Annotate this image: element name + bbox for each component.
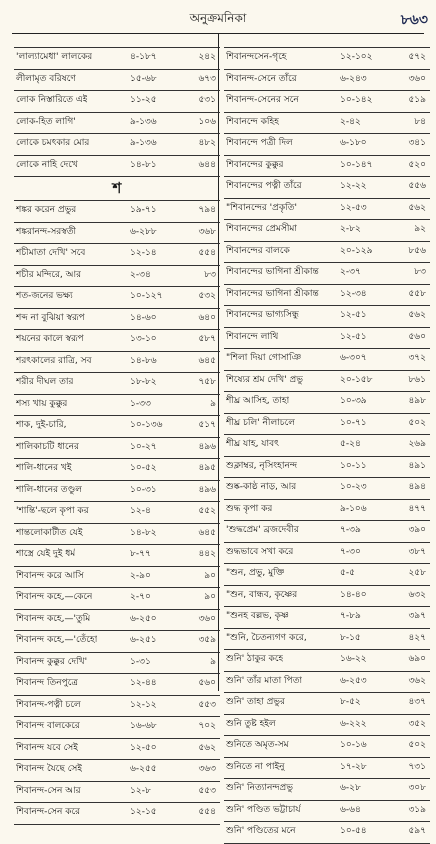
entry-text: শিবানন্দে পত্রী দিল: [226, 138, 293, 148]
index-entry: [14, 243, 220, 266]
entry-reference: ১-৩৩: [130, 398, 151, 409]
index-entry: [224, 778, 430, 801]
entry-reference: ৬-২২২: [340, 718, 367, 729]
index-entry: [14, 351, 220, 374]
entry-page: ৫৭২: [408, 52, 426, 62]
index-entry: [14, 458, 220, 481]
index-entry: [224, 370, 430, 393]
entry-reference: ৬-২৫১: [130, 635, 157, 645]
index-entry: [224, 671, 430, 694]
entry-reference: ১৪-৪০: [340, 589, 367, 600]
index-entry: [14, 265, 220, 288]
entry-reference: ১৬-২২: [340, 654, 367, 664]
entry-page: ৪৯১: [408, 460, 426, 471]
entry-page: ৫৩২: [198, 291, 216, 301]
index-entry: [14, 673, 220, 696]
entry-text: শুনি' পণ্ডিত ভট্টাচার্য: [226, 804, 301, 815]
entry-text: লোকে নাহি দেখে: [16, 159, 78, 170]
entry-page: ৮৩: [414, 267, 426, 277]
entry-page: ১০৬: [198, 116, 216, 127]
index-entry: [224, 155, 430, 178]
entry-text: শিষ্যের শ্রম দেখি' প্রভু: [226, 374, 303, 385]
entry-page: ৩০৮: [408, 783, 426, 793]
entry-reference: ৫-২৪: [340, 439, 361, 449]
entry-text: "শুনি, চৈতন্যগণ করে,: [226, 632, 307, 643]
entry-reference: ১৮-৮২: [130, 377, 157, 387]
entry-page: ৩৮৭: [408, 546, 426, 557]
index-entry: [224, 692, 430, 715]
entry-page: ৮৪: [414, 116, 426, 127]
entry-text: শুদ্ধভাবে সখা করে: [226, 546, 294, 557]
entry-reference: ১২-৩৪: [340, 288, 367, 299]
entry-reference: ১২-১৫: [130, 807, 157, 817]
entry-page: ৬৯০: [408, 654, 426, 664]
entry-text: শীঘ্র যাহ, যাবৎ: [226, 439, 279, 449]
entry-reference: ১০-২৩: [340, 482, 367, 492]
index-entry: [224, 219, 430, 242]
entry-page: ৪৯৪: [408, 482, 426, 492]
index-entry: [14, 609, 220, 632]
index-entry: [224, 714, 430, 737]
index-entry: [224, 69, 430, 92]
entry-page: ৫৮৭: [198, 334, 216, 344]
entry-page: ৫১৭: [198, 420, 216, 430]
index-entry: [224, 456, 430, 479]
entry-page: ২৪২: [198, 52, 216, 62]
index-entry: [224, 413, 430, 436]
entry-page: ৫১৯: [408, 95, 426, 105]
entry-text: শিবানন্দ বালকেরে: [16, 721, 80, 731]
index-entry: [14, 759, 220, 782]
entry-page: ৪৮২: [198, 138, 216, 148]
index-entry: [224, 198, 430, 221]
entry-page: ২৬৯: [408, 439, 426, 449]
section-letter: শ: [112, 179, 122, 197]
index-entry: [224, 563, 430, 586]
index-entry: [14, 523, 220, 546]
index-entry: [14, 501, 220, 524]
entry-reference: ১২-৪৪: [130, 678, 157, 688]
index-entry: [14, 566, 220, 589]
entry-text: শিবানন্দের কুক্কুর: [226, 159, 284, 170]
entry-page: ৩৪১: [408, 138, 426, 148]
entry-text: শালিকাচটি ধানের: [16, 441, 79, 452]
entry-page: ৩৬৮: [198, 226, 216, 237]
index-entry: [224, 112, 430, 135]
entry-reference: ৮-৫২: [340, 697, 361, 707]
entry-text: শাস্ত্রে যেই দুই ধর্ম: [16, 549, 76, 559]
entry-page: ৮৫৬: [408, 245, 426, 256]
entry-reference: ১৭-২৮: [340, 761, 367, 772]
entry-reference: ১০-১১: [340, 460, 367, 471]
entry-reference: ১৪-৮২: [130, 527, 157, 538]
entry-page: ৬৪০: [198, 312, 216, 323]
index-entry: [224, 520, 430, 543]
entry-reference: ৬-৬৪: [340, 804, 361, 815]
entry-text: শুনি' নিত্যানন্দপ্রভু: [226, 783, 293, 793]
index-entry: [14, 69, 220, 92]
entry-reference: ৬-২৮: [340, 783, 361, 793]
entry-text: শালি-ধানের তণ্ডুল: [16, 484, 83, 495]
index-entry: [14, 802, 220, 825]
index-entry: [14, 372, 220, 395]
entry-reference: ১২-১২: [130, 699, 157, 710]
entry-text: শাক, দুই-চারি,: [16, 420, 67, 430]
entry-page: ৬৪৪: [198, 159, 216, 170]
index-entry: [224, 735, 430, 758]
entry-reference: ১৩-১০: [130, 334, 157, 344]
index-entry: [14, 738, 220, 761]
entry-reference: ২০-১২৯: [340, 245, 373, 256]
index-entry: [14, 781, 220, 804]
entry-page: ৩৯০: [408, 525, 426, 535]
index-entry: [14, 200, 220, 223]
entry-reference: ১০-৩১: [130, 484, 157, 495]
entry-reference: ২-৪২: [340, 116, 361, 127]
entry-page: ৭৯৪: [198, 205, 216, 215]
entry-reference: ২-৯০: [130, 570, 151, 581]
entry-reference: ১৪-৬০: [130, 312, 157, 323]
entry-page: ৪৭৭: [408, 503, 426, 514]
entry-page: ৯০: [204, 592, 216, 602]
entry-page: ৫৫৪: [198, 807, 216, 817]
entry-reference: ১০-২৭: [130, 441, 157, 452]
entry-reference: ৯-১০৬: [340, 503, 367, 514]
index-entry: [224, 499, 430, 522]
entry-page: ৬৪৫: [198, 355, 216, 366]
page-number: ৮৬৩: [400, 12, 428, 28]
entry-text: শিবানন্দের ভাগিনা শ্রীকান্ত: [226, 267, 319, 277]
index-entry: [224, 391, 430, 414]
index-entry: [14, 480, 220, 503]
entry-reference: ১০-৫৪: [340, 826, 367, 836]
entry-text: শঙ্কর করেন প্রভুর: [16, 205, 77, 215]
entry-page: ৫৬২: [408, 310, 426, 320]
index-entry: [14, 155, 220, 178]
entry-text: শিবানন্দসেন-গৃহে: [226, 52, 287, 62]
entry-text: শুনি' পণ্ডিতের মনে: [226, 826, 296, 836]
index-entry: [224, 241, 430, 264]
entry-reference: ৬-২৪৩: [340, 73, 367, 84]
entry-reference: ৯-১৩৬: [130, 138, 157, 148]
entry-page: ৫৫৪: [198, 248, 216, 258]
entry-page: ৫৬২: [198, 742, 216, 753]
entry-text: শুনি' তাহা প্রভুর: [226, 697, 285, 707]
entry-reference: ৬-৩০৭: [340, 353, 367, 363]
entry-text: 'শান্তি'-ছলে কৃপা কর: [16, 506, 89, 516]
index-entry: [224, 262, 430, 285]
entry-reference: ১৫-৬৮: [130, 73, 157, 84]
right-column: [224, 47, 430, 843]
entry-text: শিবানন্দে কহিহ: [226, 116, 279, 127]
entry-text: লোক নিস্তারিতে এই: [16, 95, 88, 105]
entry-page: ৬৪৫: [198, 527, 216, 538]
index-entry: [224, 284, 430, 307]
entry-page: ৫৫৮: [408, 288, 426, 299]
entry-page: ৫০২: [408, 417, 426, 428]
entry-text: শরৎকালের রাত্রি, সব: [16, 355, 92, 366]
entry-page: ৩৫৯: [198, 635, 216, 645]
entry-text: শঙ্করানন্দ-সরস্বতী: [16, 226, 77, 237]
entry-text: শিবানন্দ-পত্নী চলে: [16, 699, 81, 710]
entry-text: লোক-হিত লাগি': [16, 116, 76, 127]
entry-page: ৩৬০: [408, 73, 426, 84]
entry-text: 'লাল্যামেধা' লালকের: [16, 52, 93, 62]
entry-text: শিবানন্দ-সেনে তাঁরে: [226, 73, 297, 84]
entry-reference: ১০-৩৯: [340, 396, 367, 406]
entry-page: ৮৩: [204, 269, 216, 280]
entry-page: ৫৩১: [198, 95, 216, 105]
entry-page: ৩৬০: [198, 613, 216, 624]
entry-page: ৭৫৮: [198, 377, 216, 387]
entry-page: ৯: [210, 656, 216, 667]
entry-reference: ২-৩৭: [340, 267, 361, 277]
entry-reference: ৬-২৫০: [130, 613, 157, 624]
entry-text: শিবানন্দ করে আসি: [16, 570, 84, 581]
index-entry: [14, 544, 220, 567]
index-entry: [224, 606, 430, 629]
entry-page: ৫২০: [408, 159, 426, 170]
index-entry: [224, 628, 430, 651]
entry-reference: ১২-৪: [130, 506, 151, 516]
index-entry: [224, 434, 430, 457]
index-entry: [14, 133, 220, 156]
index-entry: [224, 176, 430, 199]
entry-page: ৯২: [414, 224, 426, 234]
entry-text: শয়নের কালে স্বরূপ: [16, 334, 84, 344]
index-entry: [14, 394, 220, 417]
index-entry: [224, 542, 430, 565]
entry-reference: ১১-২৫: [130, 95, 157, 105]
entry-reference: ১৪-৮১: [130, 159, 157, 170]
entry-page: ৪৩৭: [408, 697, 426, 707]
index-entry: [224, 348, 430, 371]
entry-page: ৬৩২: [408, 589, 426, 600]
entry-reference: ১২-১৪: [130, 248, 157, 258]
entry-text: শিবানন্দের ভাগিনা শ্রীকান্ত: [226, 288, 319, 299]
entry-reference: ২-৩৪: [130, 269, 151, 280]
entry-reference: ১৯-৭১: [130, 205, 157, 215]
entry-text: শিবানন্দে লাথি: [226, 331, 279, 342]
entry-reference: ৬-২৫৩: [340, 675, 367, 686]
entry-reference: ১২-৫১: [340, 310, 367, 320]
entry-text: শিবানন্দ কহে,—'তুমি: [16, 613, 91, 624]
index-entry: [14, 329, 220, 352]
entry-reference: ৬-২৮৮: [130, 226, 157, 237]
entry-text: শুনি' ঠাকুর কহে: [226, 654, 284, 664]
entry-text: "শুনহ বল্লভ, কৃষ্ণ: [226, 611, 289, 621]
index-entry: [14, 415, 220, 438]
entry-reference: ৪-১৮৭: [130, 52, 157, 62]
entry-page: ৪৯৬: [198, 484, 216, 495]
entry-text: শিবানন্দ কহে,—কেনে: [16, 592, 93, 602]
index-entry: [14, 587, 220, 610]
entry-text: শীঘ্র চলি' নীলাচলে: [226, 417, 295, 428]
entry-page: ৬৭৩: [198, 73, 216, 84]
index-entry: [224, 477, 430, 500]
entry-text: শস্য খায় কুক্কুর: [16, 398, 68, 409]
index-entry: [224, 327, 430, 350]
entry-text: শব্দ না বুঝিয়া স্বরূপ: [16, 312, 85, 323]
index-entry: [224, 133, 430, 156]
entry-page: ৪৯৬: [198, 441, 216, 452]
entry-reference: ৮-৭৭: [130, 549, 151, 559]
entry-reference: ২-৮২: [340, 224, 361, 234]
index-entry: [224, 800, 430, 823]
entry-reference: ১২-২২: [340, 181, 367, 191]
entry-page: ৩৯৭: [408, 611, 426, 621]
entry-text: শচীমাতা দেখি' সবে: [16, 248, 86, 258]
entry-text: শিবানন্দ যবে সেই: [16, 742, 78, 753]
index-entry: [14, 222, 220, 245]
entry-text: "শিলা দিয়া গোসাঞি: [226, 353, 302, 363]
index-entry: [224, 305, 430, 328]
entry-text: শিবানন্দের বালকে: [226, 245, 290, 256]
entry-reference: ৫-৫: [340, 568, 355, 578]
entry-text: শিবানন্দ কহে,—'তেঁহো: [16, 635, 98, 645]
index-entry: [14, 695, 220, 718]
index-entry: [224, 649, 430, 672]
entry-reference: ৮-১৫: [340, 632, 361, 643]
entry-page: ৪২৭: [408, 632, 426, 643]
entry-text: শিবানন্দ-সেন আর: [16, 785, 81, 796]
entry-page: ৫৯৭: [408, 826, 426, 836]
entry-text: শরীর দীঘল তার: [16, 377, 74, 387]
entry-text: শিবানন্দের প্রেমসীমা: [226, 224, 298, 234]
entry-reference: ১৬-৬৮: [130, 721, 157, 731]
entry-reference: ১২-৫০: [130, 742, 157, 753]
entry-reference: ১০-৭১: [340, 417, 367, 428]
entry-text: শালি-ধানের খই: [16, 463, 72, 473]
entry-reference: ২-৭০: [130, 592, 151, 602]
entry-text: শিবানন্দ-সেনের সনে: [226, 95, 299, 105]
entry-page: ৩৫২: [408, 718, 426, 729]
entry-page: ৩১৯: [408, 804, 426, 815]
entry-reference: ১২-৫১: [340, 331, 367, 342]
entry-page: ৫৫৬: [408, 181, 426, 191]
index-entry: [14, 716, 220, 739]
entry-page: ৯: [210, 398, 216, 409]
entry-text: শিবানন্দ কুক্কুর দেখি': [16, 656, 88, 667]
entry-reference: ১২-১০২: [340, 52, 373, 62]
entry-page: ৫৬০: [198, 678, 216, 688]
entry-reference: ১২-৮: [130, 785, 151, 796]
entry-reference: ১২-৫৩: [340, 202, 367, 213]
entry-text: লীলামৃত বরিষণে: [16, 73, 76, 84]
entry-page: ৪৪২: [198, 549, 216, 559]
index-entry: [14, 112, 220, 135]
entry-page: ৭৩১: [408, 761, 426, 772]
entry-reference: ২০-১৫৮: [340, 374, 373, 385]
entry-page: ৮৬১: [408, 374, 426, 385]
page-header: [0, 6, 436, 34]
entry-text: "শুন, বান্ধব, কৃষ্ণের: [226, 589, 298, 600]
entry-page: ৩৬২: [408, 675, 426, 686]
entry-text: লোকে চমৎকার মোর: [16, 138, 90, 148]
entry-reference: ৬-২৫৫: [130, 764, 157, 774]
left-column: [14, 47, 220, 824]
entry-reference: ৭-৮৯: [340, 611, 361, 621]
entry-page: ৩৬৩: [198, 764, 216, 774]
entry-page: ৫৫৩: [198, 785, 216, 796]
entry-text: শিবানন্দের পত্নী তাঁরে: [226, 181, 302, 191]
index-entry: [224, 585, 430, 608]
entry-text: শুদ্ধ কৃপা কর: [226, 503, 273, 514]
entry-reference: ৭-৩০: [340, 546, 361, 557]
index-entry: [224, 90, 430, 113]
entry-page: ৩৭২: [408, 353, 426, 363]
entry-text: শিবানন্দ যৈছে সেই: [16, 764, 83, 774]
index-entry: [14, 652, 220, 675]
entry-page: ৪৯৫: [198, 463, 216, 473]
index-entry: [224, 47, 430, 70]
entry-reference: ১৪-৮৬: [130, 355, 157, 366]
entry-text: শত-জনের ভক্ষ্য: [16, 291, 73, 301]
entry-text: শুনি তুষ্ট হইল: [226, 718, 276, 729]
entry-text: শচীর মন্দিরে, আর: [16, 269, 82, 280]
index-entry: [14, 286, 220, 309]
entry-text: শুষ্ক-কাষ্ঠ নাড়, আর: [226, 482, 297, 492]
index-entry: [14, 47, 220, 70]
entry-page: ৯০: [204, 570, 216, 581]
entry-reference: ৬-১৮০: [340, 138, 367, 148]
entry-page: ৫৫৩: [198, 699, 216, 710]
entry-text: শুনিতে অমৃত-সম: [226, 740, 289, 750]
entry-page: ৫৬২: [408, 202, 426, 213]
entry-text: 'শুদ্ধপ্রেম' ব্রজদেবীর: [226, 525, 299, 535]
entry-reference: ১০-১৩৬: [130, 420, 163, 430]
index-entry: [14, 630, 220, 653]
index-entry: [14, 308, 220, 331]
index-entry: [14, 90, 220, 113]
entry-text: শুনিতে না পাইনু: [226, 761, 285, 772]
entry-page: ২৫৮: [408, 568, 426, 578]
entry-text: শিবানন্দ-সেন করে: [16, 807, 81, 817]
entry-page: ৫৫২: [198, 506, 216, 516]
page-title: অনুক্রমনিকা: [189, 11, 247, 25]
index-entry: [224, 757, 430, 780]
entry-page: ৫০২: [408, 740, 426, 750]
entry-text: শীঘ্র আসিহ, তাহা: [226, 396, 290, 406]
entry-reference: ১০-১৬: [340, 740, 367, 750]
entry-reference: ১০-১২৭: [130, 291, 163, 301]
entry-reference: ১-৩১: [130, 656, 151, 667]
entry-text: "শুন, প্রভু, মুক্তি: [226, 568, 285, 578]
entry-reference: ১০-১৪৭: [340, 159, 373, 170]
index-entry: [224, 821, 430, 844]
entry-text: শিবানন্দ তিনপুত্রে: [16, 678, 79, 688]
entry-reference: ৭-৩৯: [340, 525, 361, 535]
entry-text: শুনি' তাঁর মাতা পিতা: [226, 675, 303, 686]
entry-text: শান্তলোকাটীত যেই: [16, 527, 83, 538]
entry-text: শিবানন্দের ভাগ্যসিন্ধু: [226, 310, 300, 320]
entry-page: ৫৬০: [408, 331, 426, 342]
entry-page: ৭০২: [198, 721, 216, 731]
entry-reference: ১০-১৪২: [340, 95, 373, 105]
entry-text: শুক্লাম্বর, নৃসিংহানন্দ: [226, 460, 298, 471]
index-entry: [14, 437, 220, 460]
entry-reference: ৯-১৩৬: [130, 116, 157, 127]
entry-reference: ১০-৫২: [130, 463, 157, 473]
entry-page: ৪৯৮: [408, 396, 426, 406]
entry-text: "শিবানন্দের 'প্রকৃতি': [226, 202, 297, 213]
